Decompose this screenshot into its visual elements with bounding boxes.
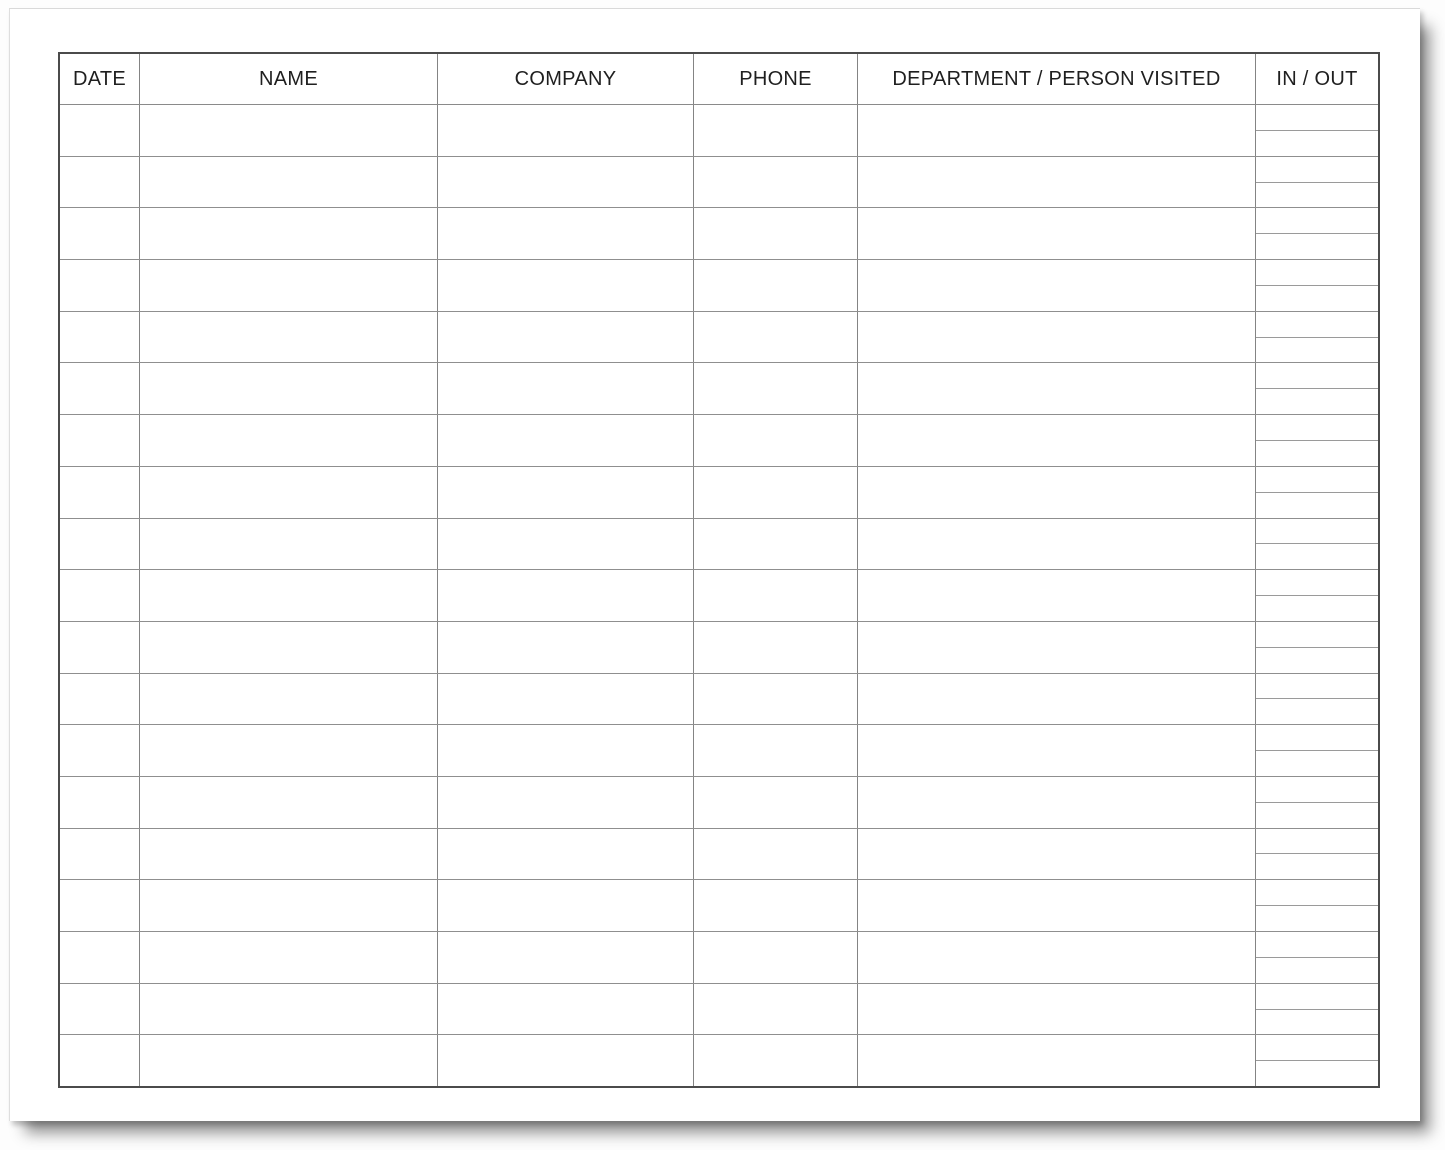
cell-phone xyxy=(694,725,858,776)
table-row xyxy=(60,674,1378,726)
cell-department-person-visited xyxy=(858,829,1256,880)
cell-date xyxy=(60,157,140,208)
table-row xyxy=(60,363,1378,415)
in-out-subcell-in xyxy=(1256,105,1378,131)
table-row xyxy=(60,208,1378,260)
cell-department-person-visited xyxy=(858,932,1256,983)
cell-name xyxy=(140,725,438,776)
in-out-subcell-out xyxy=(1256,1061,1378,1086)
in-out-subcell-in xyxy=(1256,467,1378,493)
cell-in-out xyxy=(1256,880,1378,931)
cell-date xyxy=(60,415,140,466)
cell-name xyxy=(140,570,438,621)
cell-date xyxy=(60,519,140,570)
in-out-subcell-in xyxy=(1256,622,1378,648)
table-row xyxy=(60,260,1378,312)
cell-name xyxy=(140,622,438,673)
cell-department-person-visited xyxy=(858,208,1256,259)
table-header-row xyxy=(60,54,1378,105)
cell-name xyxy=(140,519,438,570)
cell-company xyxy=(438,208,694,259)
cell-name xyxy=(140,415,438,466)
cell-phone xyxy=(694,622,858,673)
cell-phone xyxy=(694,674,858,725)
table-row xyxy=(60,880,1378,932)
cell-company xyxy=(438,777,694,828)
cell-phone xyxy=(694,570,858,621)
in-out-subcell-out xyxy=(1256,751,1378,776)
sign-in-sheet-page xyxy=(9,8,1420,1121)
in-out-subcell-in xyxy=(1256,984,1378,1010)
cell-company xyxy=(438,157,694,208)
cell-phone xyxy=(694,260,858,311)
table-row xyxy=(60,570,1378,622)
cell-phone xyxy=(694,208,858,259)
cell-in-out xyxy=(1256,725,1378,776)
in-out-subcell-out xyxy=(1256,131,1378,156)
in-out-subcell-in xyxy=(1256,415,1378,441)
cell-company xyxy=(438,415,694,466)
in-out-subcell-out xyxy=(1256,493,1378,518)
cell-in-out xyxy=(1256,467,1378,518)
in-out-subcell-in xyxy=(1256,312,1378,338)
cell-department-person-visited xyxy=(858,363,1256,414)
header-cell-date: DATE xyxy=(60,54,140,104)
cell-name xyxy=(140,1035,438,1086)
table-body xyxy=(60,105,1378,1086)
cell-company xyxy=(438,363,694,414)
cell-company xyxy=(438,829,694,880)
cell-in-out xyxy=(1256,519,1378,570)
cell-in-out xyxy=(1256,777,1378,828)
cell-phone xyxy=(694,312,858,363)
header-cell-phone: PHONE xyxy=(694,54,858,104)
cell-name xyxy=(140,157,438,208)
cell-in-out xyxy=(1256,105,1378,156)
cell-in-out xyxy=(1256,157,1378,208)
cell-in-out xyxy=(1256,829,1378,880)
in-out-subcell-in xyxy=(1256,363,1378,389)
table-row xyxy=(60,725,1378,777)
in-out-subcell-out xyxy=(1256,958,1378,983)
cell-name xyxy=(140,312,438,363)
in-out-subcell-out xyxy=(1256,803,1378,828)
table-row xyxy=(60,467,1378,519)
in-out-subcell-out xyxy=(1256,648,1378,673)
cell-in-out xyxy=(1256,363,1378,414)
in-out-subcell-out xyxy=(1256,234,1378,259)
cell-name xyxy=(140,829,438,880)
cell-department-person-visited xyxy=(858,519,1256,570)
in-out-subcell-out xyxy=(1256,286,1378,311)
cell-department-person-visited xyxy=(858,312,1256,363)
in-out-subcell-out xyxy=(1256,1010,1378,1035)
table-row xyxy=(60,932,1378,984)
in-out-subcell-in xyxy=(1256,829,1378,855)
cell-date xyxy=(60,984,140,1035)
cell-date xyxy=(60,363,140,414)
cell-in-out xyxy=(1256,312,1378,363)
cell-phone xyxy=(694,363,858,414)
cell-company xyxy=(438,880,694,931)
cell-name xyxy=(140,363,438,414)
cell-date xyxy=(60,312,140,363)
in-out-subcell-in xyxy=(1256,1035,1378,1061)
table-row xyxy=(60,777,1378,829)
cell-department-person-visited xyxy=(858,880,1256,931)
cell-company xyxy=(438,622,694,673)
in-out-subcell-in xyxy=(1256,157,1378,183)
cell-name xyxy=(140,467,438,518)
cell-date xyxy=(60,208,140,259)
in-out-subcell-in xyxy=(1256,519,1378,545)
table-row xyxy=(60,415,1378,467)
cell-date xyxy=(60,260,140,311)
cell-date xyxy=(60,829,140,880)
cell-department-person-visited xyxy=(858,674,1256,725)
header-cell-in-out: IN / OUT xyxy=(1276,67,1358,90)
cell-date xyxy=(60,725,140,776)
cell-company xyxy=(438,260,694,311)
cell-company xyxy=(438,467,694,518)
cell-company xyxy=(438,312,694,363)
table-row xyxy=(60,1035,1378,1086)
in-out-subcell-in xyxy=(1256,725,1378,751)
in-out-subcell-in xyxy=(1256,777,1378,803)
cell-department-person-visited xyxy=(858,984,1256,1035)
cell-name xyxy=(140,260,438,311)
cell-date xyxy=(60,105,140,156)
cell-in-out xyxy=(1256,415,1378,466)
cell-name xyxy=(140,984,438,1035)
in-out-subcell-out xyxy=(1256,596,1378,621)
cell-in-out xyxy=(1256,622,1378,673)
cell-department-person-visited xyxy=(858,467,1256,518)
in-out-subcell-out xyxy=(1256,183,1378,208)
cell-department-person-visited xyxy=(858,777,1256,828)
table-row xyxy=(60,829,1378,881)
cell-date xyxy=(60,932,140,983)
cell-department-person-visited xyxy=(858,725,1256,776)
header-cell-company: COMPANY xyxy=(438,54,694,104)
cell-phone xyxy=(694,984,858,1035)
cell-company xyxy=(438,1035,694,1086)
cell-company xyxy=(438,984,694,1035)
cell-department-person-visited xyxy=(858,260,1256,311)
cell-company xyxy=(438,932,694,983)
in-out-subcell-in xyxy=(1256,932,1378,958)
in-out-subcell-out xyxy=(1256,441,1378,466)
cell-phone xyxy=(694,880,858,931)
in-out-subcell-in xyxy=(1256,880,1378,906)
in-out-subcell-out xyxy=(1256,699,1378,724)
cell-in-out xyxy=(1256,674,1378,725)
cell-date xyxy=(60,467,140,518)
cell-department-person-visited xyxy=(858,415,1256,466)
table-row xyxy=(60,519,1378,571)
cell-in-out xyxy=(1256,260,1378,311)
cell-department-person-visited xyxy=(858,622,1256,673)
in-out-subcell-in xyxy=(1256,208,1378,234)
cell-company xyxy=(438,570,694,621)
header-cell-department-person-visited: DEPARTMENT / PERSON VISITED xyxy=(858,54,1256,104)
cell-department-person-visited xyxy=(858,157,1256,208)
table-row xyxy=(60,105,1378,157)
cell-name xyxy=(140,932,438,983)
table-row xyxy=(60,622,1378,674)
cell-phone xyxy=(694,777,858,828)
in-out-subcell-in xyxy=(1256,570,1378,596)
cell-date xyxy=(60,622,140,673)
cell-in-out xyxy=(1256,570,1378,621)
cell-in-out xyxy=(1256,984,1378,1035)
header-cell-name: NAME xyxy=(140,54,438,104)
cell-company xyxy=(438,725,694,776)
in-out-subcell-out xyxy=(1256,338,1378,363)
in-out-subcell-out xyxy=(1256,906,1378,931)
cell-name xyxy=(140,880,438,931)
cell-department-person-visited xyxy=(858,570,1256,621)
cell-department-person-visited xyxy=(858,1035,1256,1086)
cell-phone xyxy=(694,829,858,880)
cell-phone xyxy=(694,932,858,983)
in-out-subcell-in xyxy=(1256,260,1378,286)
cell-company xyxy=(438,105,694,156)
cell-phone xyxy=(694,157,858,208)
cell-name xyxy=(140,674,438,725)
cell-phone xyxy=(694,105,858,156)
cell-phone xyxy=(694,1035,858,1086)
cell-department-person-visited xyxy=(858,105,1256,156)
cell-date xyxy=(60,777,140,828)
in-out-subcell-out xyxy=(1256,544,1378,569)
cell-date xyxy=(60,674,140,725)
table-row xyxy=(60,984,1378,1036)
cell-phone xyxy=(694,467,858,518)
in-out-subcell-out xyxy=(1256,854,1378,879)
cell-in-out xyxy=(1256,1035,1378,1086)
cell-company xyxy=(438,674,694,725)
cell-date xyxy=(60,880,140,931)
cell-date xyxy=(60,570,140,621)
in-out-subcell-in xyxy=(1256,674,1378,700)
cell-date xyxy=(60,1035,140,1086)
cell-in-out xyxy=(1256,932,1378,983)
visitor-sign-in-table xyxy=(58,52,1380,1088)
cell-in-out xyxy=(1256,208,1378,259)
cell-name xyxy=(140,105,438,156)
in-out-subcell-out xyxy=(1256,389,1378,414)
cell-company xyxy=(438,519,694,570)
cell-name xyxy=(140,208,438,259)
cell-phone xyxy=(694,519,858,570)
table-row xyxy=(60,312,1378,364)
cell-phone xyxy=(694,415,858,466)
cell-name xyxy=(140,777,438,828)
table-row xyxy=(60,157,1378,209)
